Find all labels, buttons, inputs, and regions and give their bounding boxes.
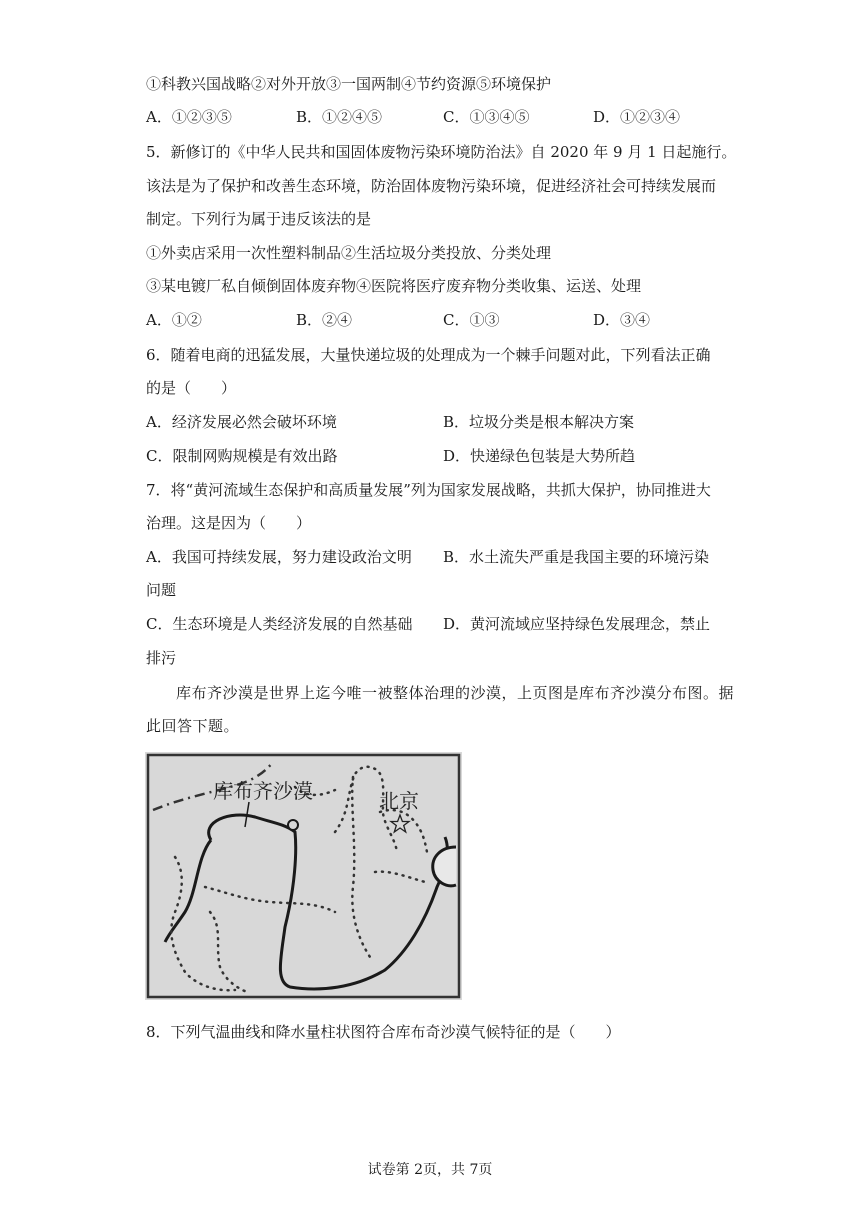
q4-option-c[interactable]: C．①③④⑤ (443, 108, 530, 126)
q4-option-b[interactable]: B．①②④⑤ (296, 108, 383, 126)
beijing-label: 北京 (379, 789, 419, 813)
q7-option-d-wrap: 排污 (146, 649, 177, 667)
q5-option-a[interactable]: A．①② (146, 311, 202, 329)
q7-stem-line-1: 7．将“黄河流域生态保护和高质量发展”列为国家发展战略，共抓大保护，协同推进大 (146, 481, 711, 499)
q6-option-d[interactable]: D．快递绿色包装是大势所趋 (443, 447, 636, 465)
q7-option-b[interactable]: B．水土流失严重是我国主要的环境污染 (443, 548, 710, 566)
q4-items: ①科教兴国战略②对外开放③一国两制④节约资源⑤环境保护 (146, 75, 552, 93)
q6-stem-line-1: 6．随着电商的迅猛发展，大量快递垃圾的处理成为一个棘手问题对此，下列看法正确 (146, 346, 711, 364)
q7-option-c[interactable]: C．生态环境是人类经济发展的自然基础 (146, 615, 413, 633)
q6-option-c[interactable]: C．限制网购规模是有效出路 (146, 447, 338, 465)
q5-stem-line-1: 5．新修订的《中华人民共和国固体废物污染环境防治法》自 2020 年 9 月 1 日起施行。 (146, 143, 737, 161)
passage-line-2: 此回答下题。 (146, 717, 240, 735)
map-drawing (145, 752, 462, 1000)
q5-stem-line-3: 制定。下列行为属于违反该法的是 (146, 210, 372, 228)
q5-option-b[interactable]: B．②④ (296, 311, 353, 329)
q7-option-a[interactable]: A．我国可持续发展，努力建设政治文明 (146, 548, 412, 566)
q5-items-line-2: ③某电镀厂私自倾倒固体废弃物④医院将医疗废弃物分类收集、运送、处理 (146, 277, 642, 295)
q7-option-d[interactable]: D．黄河流域应坚持绿色发展理念，禁止 (443, 615, 711, 633)
page-footer: 试卷第 2页，共 7页 (367, 1162, 493, 1178)
q6-option-a[interactable]: A．经济发展必然会破坏环境 (146, 413, 337, 431)
lake (288, 820, 298, 830)
q7-option-b-wrap: 问题 (146, 581, 177, 599)
q5-stem-line-2: 该法是为了保护和改善生态环境，防治固体废物污染环境，促进经济社会可持续发展而 (146, 177, 717, 195)
desert-label: 库布齐沙漠 (213, 779, 313, 803)
passage-line-1: 库布齐沙漠是世界上迄今唯一被整体治理的沙漠，上页图是库布齐沙漠分布图。据 (176, 684, 735, 702)
q8-stem: 8．下列气温曲线和降水量柱状图符合库布奇沙漠气候特征的是（ ） (146, 1023, 621, 1041)
q5-option-c[interactable]: C．①③ (443, 311, 500, 329)
q5-items-line-1: ①外卖店采用一次性塑料制品②生活垃圾分类投放、分类处理 (146, 244, 552, 262)
q7-stem-line-2: 治理。这是因为（ ） (146, 514, 312, 532)
q4-option-d[interactable]: D．①②③④ (593, 108, 681, 126)
desert-map (145, 752, 462, 1000)
q6-stem-line-2: 的是（ ） (146, 379, 237, 397)
q4-option-a[interactable]: A．①②③⑤ (146, 108, 232, 126)
q6-option-b[interactable]: B．垃圾分类是根本解决方案 (443, 413, 635, 431)
q5-option-d[interactable]: D．③④ (593, 311, 651, 329)
